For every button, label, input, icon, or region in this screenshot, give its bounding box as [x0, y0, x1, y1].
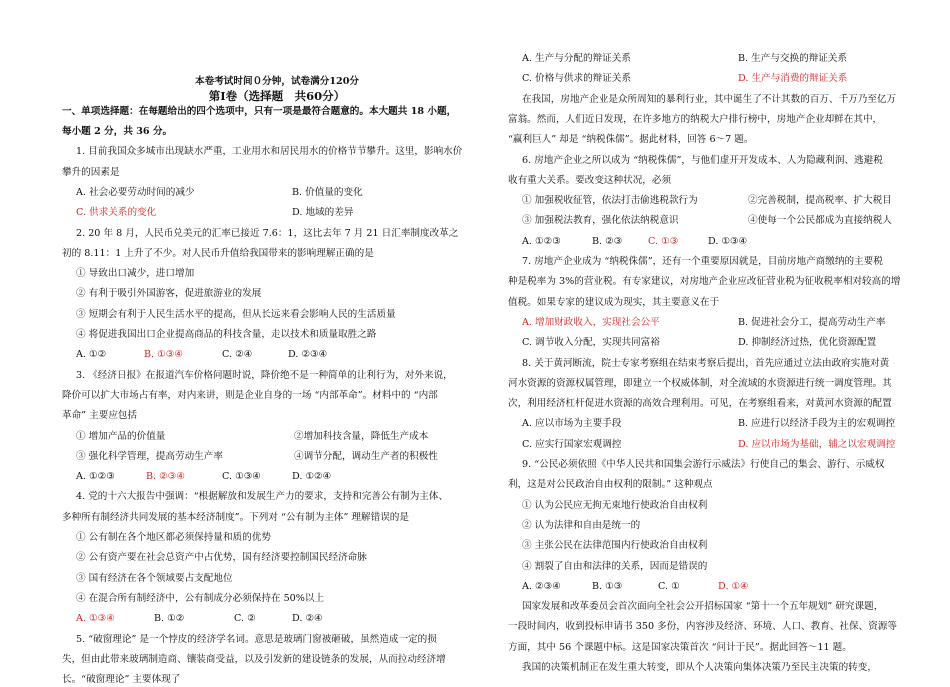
text-line: 利，这是对公民政治自由权利的限制。” 这种观点: [508, 479, 713, 491]
text-line: 攀升的因素是: [62, 166, 120, 178]
answer-option: C. 调节收入分配，实现共同富裕: [522, 337, 660, 349]
answer-option: C. 应实行国家宏观调控: [522, 438, 622, 450]
answer-option: D. ②③④: [288, 349, 328, 361]
answer-option: C. 价格与供求的辩证关系: [522, 73, 632, 85]
answer-option: B. ②③④: [146, 471, 185, 483]
text-line: ③ 主张公民在法律范围内行使政治自由权利: [522, 540, 708, 552]
answer-option: ②增加科技含量，降低生产成本: [294, 430, 429, 442]
text-line: 6. 房地产企业之所以成为 “纳税侏儒”，与他们虚开开发成本、人为隐藏利润、逃避税: [522, 154, 883, 166]
text-line: 富翁。然而，人们近日发现，在许多地方的纳税大户排行榜中，房地产企业却鲜在其中，: [508, 113, 883, 125]
exam-heading: 本卷考试时间０分钟，试卷满分120分: [195, 76, 359, 87]
answer-option: B. 应进行以经济手段为主的宏观调控: [738, 418, 896, 430]
text-line: 8. 关于黄河断流，院士专家考察组在结束考察后提出，首先应通过立法由政府实施对黄: [522, 357, 890, 369]
answer-option: D. 抑制经济过热，优化资源配置: [738, 337, 877, 349]
text-line: 革命” 主要应包括: [62, 410, 138, 422]
answer-option: D. 地域的差异: [292, 207, 354, 219]
text-line: 9. “公民必须依照《中华人民共和国集会游行示威法》行使自己的集会、游行、示威权: [522, 459, 885, 470]
text-line: ① 公有制在各个地区都必须保持量和质的优势: [76, 532, 271, 543]
answer-option: C. ①③④: [222, 471, 261, 483]
text-line: 河水资源的资源权属管理，即建立一个权威体制，对全流域的水资源进行统一调度管理。其: [508, 377, 892, 389]
answer-option: A. ①②③: [522, 235, 561, 247]
answer-option: A. ②③④: [522, 580, 561, 592]
answer-option: ②完善税制，提高税率、扩大税目: [748, 195, 892, 207]
answer-option: A. 应以市场为主要手段: [522, 418, 622, 430]
answer-option: ④使每一个公民都成为直接纳税人: [748, 215, 892, 227]
answer-option: ① 增加产品的价值量: [76, 430, 166, 442]
text-line: 降价可以扩大市场占有率，对内来讲，则是企业自身的一场 “内部革命”。材料中的 “内部: [62, 389, 438, 401]
answer-option: B. ①③④: [144, 349, 183, 361]
answer-option: C. ①③: [648, 235, 679, 247]
text-line: 失，但由此带来玻璃制造商、镶装商受益，以及引发新的建设链条的发展，从而拉动经济增: [62, 653, 446, 665]
text-line: 我国的决策机制正在发生重大转变，即从个人决策向集体决策乃至民主决策的转变，: [522, 662, 877, 673]
answer-option: A. ①③④: [76, 613, 115, 625]
answer-option: D. ①③④: [708, 235, 748, 247]
answer-option: C. ①: [658, 580, 680, 592]
text-line: 种是税率为 3%的营业税。有专家建议，对房地产企业应改征营业税为征收税率相对较高的增: [508, 276, 901, 288]
text-line: 3. 《经济日报》在报道汽车价格问题时说，降价绝不是一种简单的让利行为，对外来说，: [76, 369, 453, 381]
answer-option: A. 生产与分配的辩证关系: [522, 53, 631, 64]
text-line: ④ 将促进我国出口企业提高商品的科技含量，走以技术和质量取胜之路: [76, 329, 377, 340]
answer-option: B. 促进社会分工，提高劳动生产率: [738, 316, 886, 328]
text-line: ④ 在混合所有制经济中，公有制成分必须保持在 50%以上: [76, 592, 325, 604]
answer-option: A. 增加财政收入，实现社会公平: [522, 316, 660, 328]
answer-option: D. 应以市场为基础，辅之以宏观调控: [738, 438, 896, 450]
text-line: ① 导致出口减少，进口增加: [76, 268, 195, 280]
text-line: 长。“破窗理论” 主要体现了: [62, 674, 181, 686]
exam-heading: 第Ⅰ卷（选择题 共60分）: [208, 89, 346, 103]
text-line: 一、单项选择题：在每题给出的四个选项中，只有一项是最符合题意的。本大题共 18 小题，: [62, 106, 457, 117]
answer-option: B. ①②: [154, 613, 185, 625]
text-line: 1. 目前我国众多城市出现缺水严重，工业用水和居民用水的价格节节攀升。这里，影响水价: [76, 146, 463, 158]
text-line: 7. 房地产企业成为 “纳税侏儒”，还有一个重要原因就是，目前房地产商缴纳的主要税: [522, 256, 883, 267]
answer-option: C. ②: [234, 613, 256, 625]
answer-option: D. ②④: [292, 613, 323, 625]
answer-option: B. 价值量的变化: [292, 186, 363, 198]
answer-option: D. ①④: [718, 580, 749, 592]
answer-option: B. ②③: [592, 235, 623, 247]
answer-option: ④调节分配，调动生产者的积极性: [294, 450, 438, 462]
text-line: ② 认为法律和自由是统一的: [522, 519, 641, 531]
text-line: 初的 8.11：1 上升了不少。对人民币升值给我国带来的影响理解正确的是: [62, 247, 374, 259]
answer-option: ③ 加强税法教育，强化依法纳税意识: [522, 215, 679, 227]
answer-option: ③ 强化科学管理，提高劳动生产率: [76, 450, 223, 462]
text-line: 值税。如果专家的建议成为现实，其主要意义在于: [508, 296, 720, 308]
text-line: 每小题 2 分，共 36 分。: [62, 126, 173, 137]
text-line: 次，利用经济杠杆促进水资源的高效合理利用。可见，在考察组看来，对黄河水资源的配置: [508, 398, 892, 410]
text-line: 方面，其中 56 个课题中标。这是国家决策首次 “问计于民”。据此回答～11 题。: [508, 641, 852, 653]
text-line: “赢利巨人” 却是 “纳税侏儒”。据此材料，回答 6～7 题。: [508, 134, 754, 146]
text-line: 5. “破窗理论” 是一个悖皮的经济学名词。意思是玻璃门窗被砸破，虽然造成一定的损: [76, 633, 437, 645]
text-line: 在我国，房地产企业是众所周知的暴利行业，其中诞生了不计其数的百万、千万乃至亿万: [522, 93, 897, 105]
answer-option: B. ①③: [592, 580, 623, 592]
text-line: ① 认为公民应无拘无束地行使政治自由权利: [522, 499, 708, 511]
answer-option: ① 加强税收征管，依法打击偷逃税款行为: [522, 195, 698, 207]
answer-option: C. ②④: [222, 349, 253, 361]
answer-option: A. ①②: [76, 349, 107, 361]
answer-option: C. 供求关系的变化: [76, 207, 157, 219]
text-line: ② 公有资产要在社会总资产中占优势，国有经济要控制国民经济命脉: [76, 552, 367, 564]
text-line: 2. 20 年 8 月，人民币兑美元的汇率已接近 7.6：1，这比去年 7 月 21 日汇率制度改革之: [76, 227, 459, 239]
answer-option: B. 生产与交换的辩证关系: [738, 53, 848, 64]
answer-option: A. ①②③: [76, 471, 115, 483]
text-line: 一段时间内，收到投标申请书 350 多份，内容涉及经济、环境、人口、教育、社保、资源等: [508, 621, 897, 633]
text-line: ④ 割裂了自由和法律的关系，因而是错误的: [522, 560, 708, 572]
text-line: 多种所有制经济共同发展的基本经济制度”。下列对 “公有制为主体” 理解错误的是: [62, 511, 409, 523]
answer-option: D. 生产与消费的辩证关系: [738, 73, 848, 85]
text-line: 收有重大关系。要改变这种状况，必须: [508, 174, 672, 186]
text-line: 4. 党的十六大报告中强调：“根据解放和发展生产力的要求，支持和完善公有制为主体、: [76, 491, 449, 503]
text-line: ② 有利于吸引外国游客，促进旅游业的发展: [76, 288, 262, 300]
text-line: 国家发展和改革委员会首次面向全社会公开招标国家 “第十一个五年规划” 研究课题，: [522, 601, 884, 613]
answer-option: D. ①②④: [292, 471, 332, 483]
text-line: ③ 国有经济在各个领域要占支配地位: [76, 572, 233, 584]
text-line: ③ 短期会有利于人民生活水平的提高，但从长远来看会影响人民的生活质量: [76, 308, 396, 320]
answer-option: A. 社会必要劳动时间的减少: [76, 186, 195, 198]
